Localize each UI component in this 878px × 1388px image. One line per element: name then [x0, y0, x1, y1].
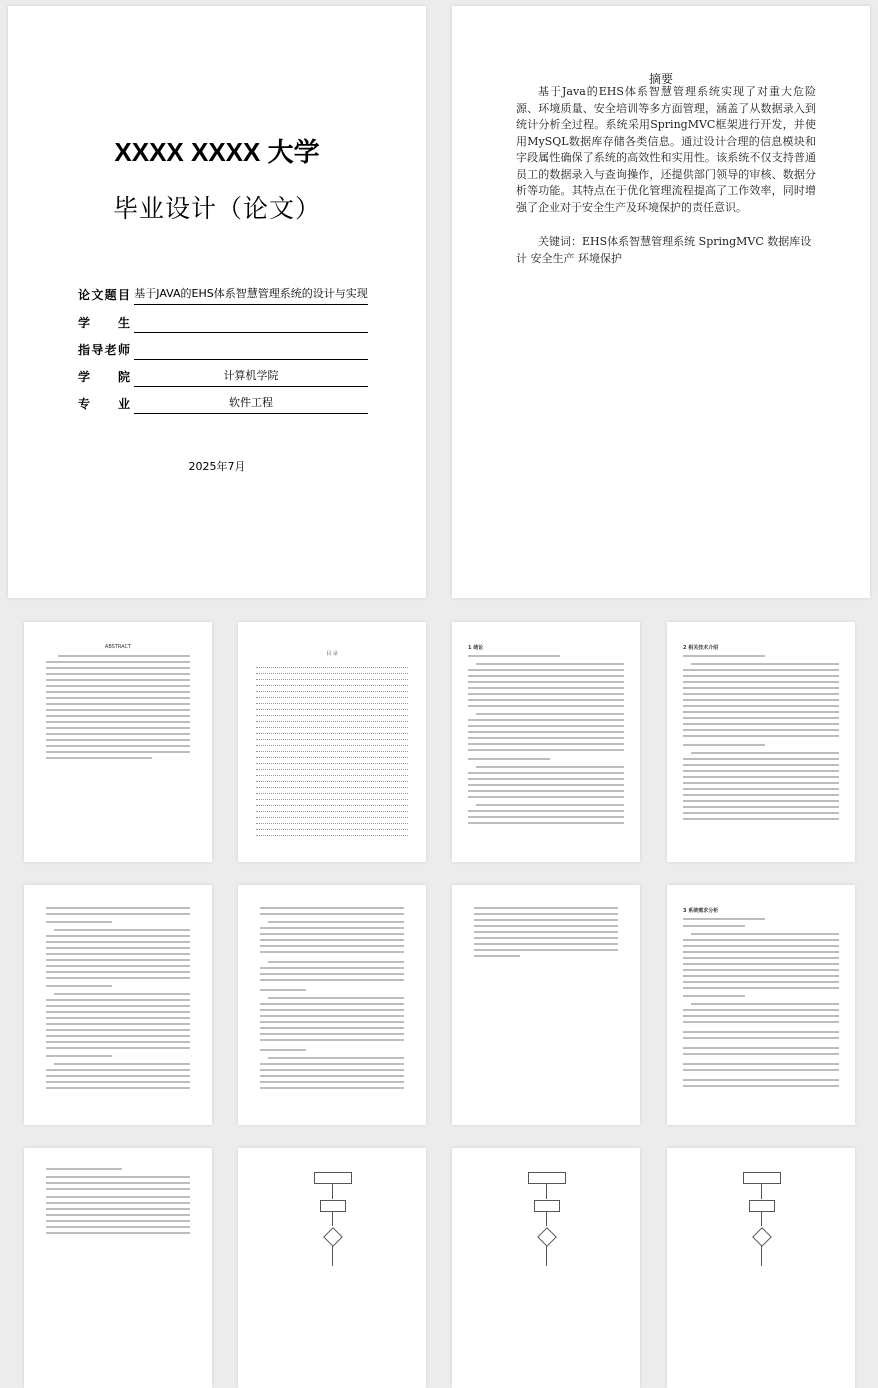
- field-major: [78, 393, 378, 415]
- english-abstract-title: ABSTRACT: [104, 644, 132, 650]
- field-value: [134, 339, 368, 360]
- flowchart-step-box: [534, 1200, 560, 1212]
- page-thumbnail-body-4[interactable]: [24, 1148, 212, 1388]
- tech-heading: 2 相关技术介绍: [683, 645, 719, 651]
- page-thumbnail-requirements[interactable]: [667, 885, 855, 1125]
- field-label: 学生: [78, 316, 130, 330]
- toc-title: 目 录: [326, 651, 338, 657]
- page-thumbnail-body-2[interactable]: [238, 885, 426, 1125]
- field-label: 指导老师: [78, 343, 130, 357]
- page-thumbnail-toc[interactable]: [238, 622, 426, 862]
- page-thumbnail-body-1[interactable]: [24, 885, 212, 1125]
- page-thumbnail-introduction[interactable]: [452, 622, 640, 862]
- intro-heading: 1 绪论: [468, 645, 484, 651]
- university-name: XXXX XXXX 大学: [114, 137, 320, 167]
- field-label: 论文题目: [78, 288, 130, 302]
- flowchart-decision: [752, 1227, 772, 1247]
- analysis-heading: 3 系统需求分析: [683, 908, 719, 914]
- abstract-page: [452, 6, 870, 598]
- flowchart-decision: [537, 1227, 557, 1247]
- abstract-body: 基于Java的EHS体系智慧管理系统实现了对重大危险源、环境质量、安全培训等多方面管理，涵盖了从数据录入到统计分析全过程。系统采用SpringMVC框架进行开发，并使用MySQL数据库存储各类信息。通过设计合理的信息模块和字段属性确保了系统的高效性和实用性。该系统不仅支持普通员工的数据录入与查询操作，还提供部门领导的审核、数据分析等功能。其特点在于优化管理流程提高了工作效率，同时增强了企业对于安全生产及环境保护的责任意识。: [516, 85, 816, 214]
- field-thesis-title: [78, 284, 378, 306]
- field-value: [134, 312, 368, 333]
- field-advisor: [78, 339, 378, 361]
- document-type-title: 毕业设计（论文）: [112, 194, 321, 223]
- page-thumbnail-flowchart-2[interactable]: [452, 1148, 640, 1388]
- page-thumbnail-english-abstract[interactable]: [24, 622, 212, 862]
- field-college: [78, 366, 378, 388]
- flowchart-step-box: [320, 1200, 346, 1212]
- page-thumbnail-body-3[interactable]: [452, 885, 640, 1125]
- cover-page: [8, 6, 426, 598]
- flowchart-start-box: [528, 1172, 566, 1184]
- cover-date: 2025年7月: [188, 460, 246, 473]
- page-thumbnail-flowchart-3[interactable]: [667, 1148, 855, 1388]
- field-label: 学院: [78, 370, 130, 384]
- page-thumbnail-flowchart-1[interactable]: [238, 1148, 426, 1388]
- page-thumbnail-tech[interactable]: [667, 622, 855, 862]
- flowchart-decision: [323, 1227, 343, 1247]
- flowchart-step-box: [749, 1200, 775, 1212]
- field-student: [78, 312, 378, 334]
- abstract-title: 摘要: [648, 72, 673, 86]
- field-value: 软件工程: [134, 393, 368, 414]
- field-label: 专业: [78, 397, 130, 411]
- flowchart-start-box: [743, 1172, 781, 1184]
- field-value: 计算机学院: [134, 366, 368, 387]
- field-value: 基于JAVA的EHS体系智慧管理系统的设计与实现: [134, 284, 368, 305]
- abstract-keywords: 关键词：EHS体系智慧管理系统 SpringMVC 数据库设计 安全生产 环境保护: [516, 235, 812, 265]
- flowchart-start-box: [314, 1172, 352, 1184]
